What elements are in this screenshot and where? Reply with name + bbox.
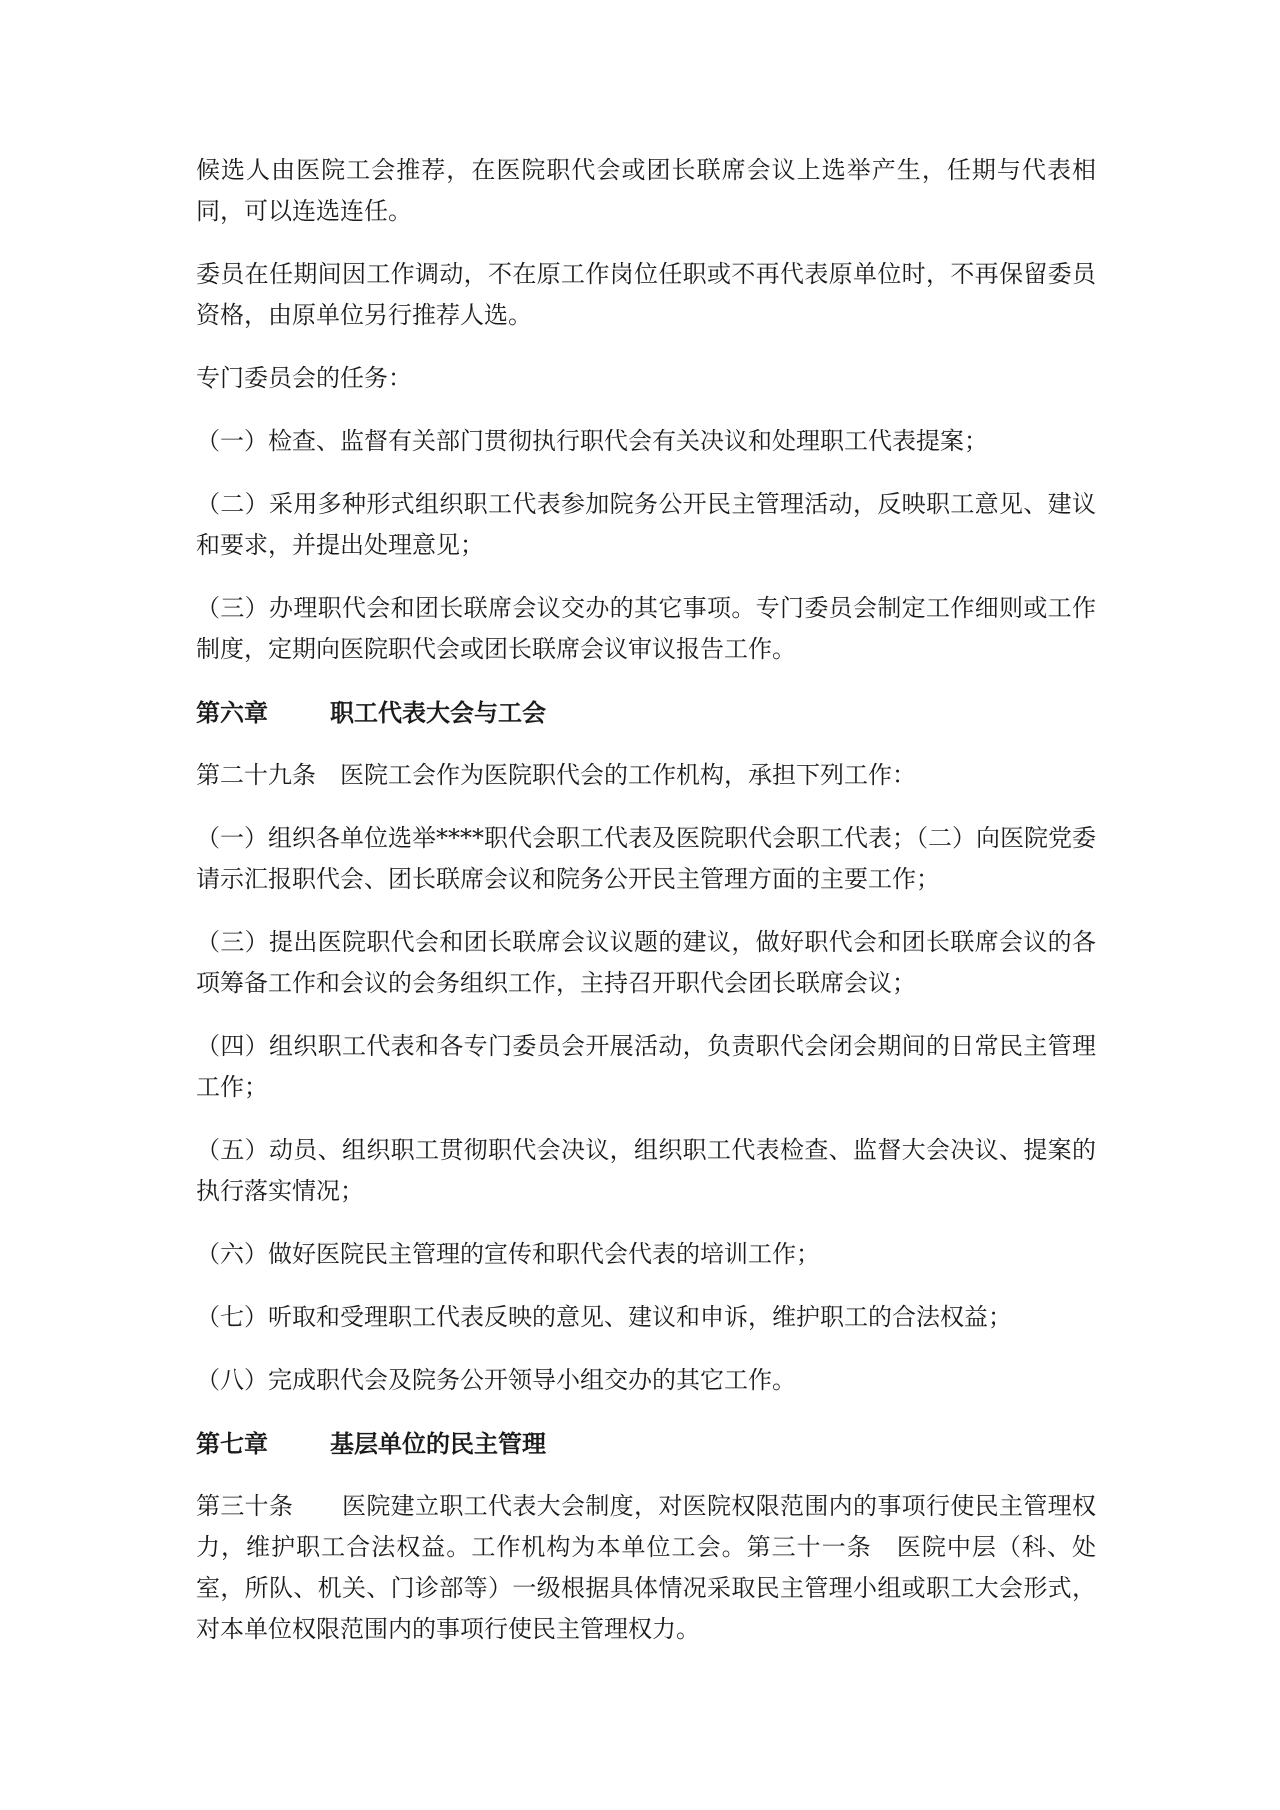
list-item: （三）提出医院职代会和团长联席会议议题的建议，做好职代会和团长联席会议的各项筹备工作和会议的会务组织工作，主持召开职代会团长联席会议； [196, 928, 1096, 997]
list-item: （七）听取和受理职工代表反映的意见、建议和申诉，维护职工的合法权益； [196, 1303, 1012, 1331]
list-item: （八）完成职代会及院务公开领导小组交办的其它工作。 [196, 1366, 796, 1394]
chapter-label: 第六章 [196, 698, 268, 727]
paragraph: 委员在任期间因工作调动，不在原工作岗位任职或不再代表原单位时，不再保留委员资格，由原单位另行推荐人选。 [196, 260, 1096, 329]
list-item: （一）组织各单位选举****职代会职工代表及医院职代会职工代表；（二）向医院党委请示汇报职代会、团长联席会议和院务公开民主管理方面的主要工作； [196, 824, 1096, 893]
list-item: （四）组织职工代表和各专门委员会开展活动，负责职代会闭会期间的日常民主管理工作； [196, 1032, 1096, 1101]
paragraph: 专门委员会的任务： [196, 364, 412, 392]
list-item: （一）检查、监督有关部门贯彻执行职代会有关决议和处理职工代表提案； [196, 427, 988, 455]
chapter-title: 基层单位的民主管理 [330, 1429, 546, 1458]
list-item: （三）办理职代会和团长联席会议交办的其它事项。专门委员会制定工作细则或工作制度，定期向医院职代会或团长联席会议审议报告工作。 [196, 594, 1096, 663]
document-page [196, 150, 1096, 1672]
chapter-heading-7 [196, 1423, 1096, 1464]
chapter-label: 第七章 [196, 1429, 268, 1458]
article-paragraph: 第二十九条 医院工会作为医院职代会的工作机构，承担下列工作： [196, 761, 916, 789]
list-item: （二）采用多种形式组织职工代表参加院务公开民主管理活动，反映职工意见、建议和要求，并提出处理意见； [196, 490, 1096, 559]
article-paragraph: 第三十条 医院建立职工代表大会制度，对医院权限范围内的事项行使民主管理权力，维护职工合法权益。工作机构为本单位工会。第三十一条 医院中层（科、处室，所队、机关、门诊部等）一级根据具体情况采取民主管理小组或职工大会形式，对本单位权限范围内的事项行使民主管理权力。 [196, 1492, 1096, 1643]
paragraph: 候选人由医院工会推荐，在医院职代会或团长联席会议上选举产生，任期与代表相同，可以连选连任。 [196, 156, 1096, 225]
list-item: （五）动员、组织职工贯彻职代会决议，组织职工代表检查、监督大会决议、提案的执行落实情况； [196, 1136, 1096, 1205]
chapter-heading-6 [196, 692, 1096, 733]
list-item: （六）做好医院民主管理的宣传和职代会代表的培训工作； [196, 1240, 820, 1268]
chapter-title: 职工代表大会与工会 [330, 698, 546, 727]
